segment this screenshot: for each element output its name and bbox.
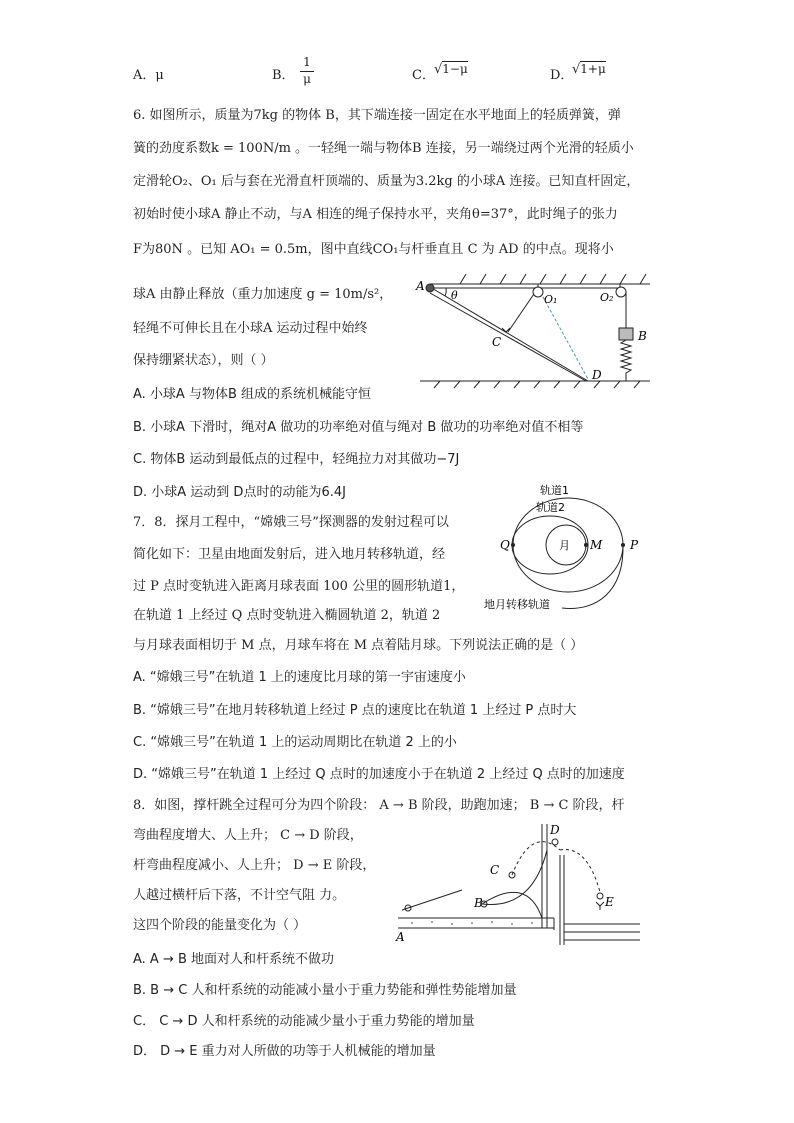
q6-line-7: 轻绳不可伸长且在小球A 运动过程中始终 bbox=[133, 321, 368, 336]
point-q bbox=[511, 543, 515, 547]
label-o1: O₁ bbox=[544, 293, 558, 306]
label-transfer-orbit: 地月转移轨道 bbox=[484, 598, 550, 611]
label-moon: 月 bbox=[559, 539, 570, 552]
option-a-mu: A．μ bbox=[133, 68, 164, 83]
q7-line-3: 过 P 点时变轨进入距离月球表面 100 公里的圆形轨道1， bbox=[133, 579, 465, 594]
pulley-o2 bbox=[616, 287, 626, 297]
label-a: A bbox=[396, 930, 405, 944]
label-m: M bbox=[590, 538, 603, 552]
rod-lower-edge bbox=[430, 293, 586, 381]
q8-line-3: 杆弯曲程度减小、人上升； D → E 阶段， bbox=[133, 858, 376, 873]
q6-figure-rod-pulley bbox=[416, 268, 650, 388]
angle-arc bbox=[445, 288, 446, 296]
label-o2: O₂ bbox=[600, 291, 614, 304]
q8-option-d: D． D → E 重力对人所做的功等于人机械能的增加量 bbox=[133, 1044, 436, 1059]
q6-option-a: A. 小球A 与物体B 组成的系统机械能守恒 bbox=[133, 387, 372, 402]
q7-option-b: B. “嫦娥三号”在地月转移轨道上经过 P 点的速度比在轨道 1 上经过 P 点时大 bbox=[133, 703, 577, 718]
block-b bbox=[619, 328, 633, 340]
label-a: A bbox=[416, 279, 425, 293]
athlete-figures bbox=[405, 839, 604, 911]
orbit-2 bbox=[512, 516, 588, 574]
q6-line-3: 定滑轮O₂、O₁ 后与套在光滑直杆顶端的、质量为3.2kg 的小球A 连接。已知直杆固定， bbox=[133, 174, 640, 189]
label-orbit-1: 轨道1 bbox=[540, 484, 569, 497]
option-d-label: D． bbox=[550, 68, 574, 83]
transfer-orbit bbox=[562, 545, 623, 608]
q6-line-2: 簧的劲度系数k = 100N/m 。一轻绳一端与物体B 连接，另一端绕过两个光滑的轻质小 bbox=[133, 141, 634, 156]
trajectory-cd bbox=[512, 842, 560, 875]
fraction-numerator: 1 bbox=[303, 55, 311, 69]
q6-option-b: B. 小球A 下滑时，绳对A 做功的功率绝对值与绳对 B 做功的功率绝对值不相等 bbox=[133, 420, 584, 435]
option-d-sqrt bbox=[572, 62, 606, 77]
q8-figure-pole-vault bbox=[392, 820, 642, 945]
pulley-o1 bbox=[533, 287, 543, 297]
q8-line-1: 8．如图，撑杆跳全过程可分为四个阶段： A → B 阶段，助跑加速； B → C 阶段，杆 bbox=[133, 798, 625, 813]
q6-option-d: D. 小球A 运动到 D点时的动能为6.4J bbox=[133, 485, 346, 500]
label-d: D bbox=[550, 823, 560, 837]
label-q: Q bbox=[500, 538, 510, 552]
radicand: 1+μ bbox=[580, 62, 606, 76]
q7-line-5: 与月球表面相切于 M 点，月球车将在 M 点着陆月球。下列说法正确的是（ ） bbox=[133, 638, 584, 653]
point-m bbox=[584, 543, 588, 547]
q7-line-4: 在轨道 1 上经过 Q 点时变轨进入椭圆轨道 2，轨道 2 bbox=[133, 608, 441, 623]
q7-figure-orbits bbox=[484, 482, 646, 612]
q6-line-4: 初始时使小球A 静止不动，与A 相连的绳子保持水平，夹角θ=37°，此时绳子的张力 bbox=[133, 207, 618, 222]
q6-line-1: 6. 如图所示，质量为7kg 的物体 B，其下端连接一固定在水平地面上的轻质弹簧，弹 bbox=[133, 108, 621, 123]
q7-option-a: A. “嫦娥三号”在轨道 1 上的速度比月球的第一宇宙速度小 bbox=[133, 670, 466, 685]
q8-line-4: 人越过横杆后下落，不计空气阻 力。 bbox=[133, 888, 346, 903]
spring bbox=[621, 340, 631, 381]
runway-pattern bbox=[411, 921, 533, 925]
radicand: 1−μ bbox=[442, 62, 468, 76]
sqrt-icon: √ bbox=[572, 62, 581, 77]
trajectory-de bbox=[560, 850, 600, 892]
q6-line-8: 保持绷紧状态），则（ ） bbox=[133, 353, 274, 368]
q6-line-6: 球A 由静止释放（重力加速度 g = 10m/s²， bbox=[133, 287, 393, 302]
label-b: B bbox=[474, 896, 483, 910]
option-c-sqrt bbox=[434, 62, 468, 77]
label-orbit-2: 轨道2 bbox=[536, 501, 565, 514]
label-c: C bbox=[490, 863, 500, 877]
q7-line-2: 简化如下：卫星由地面发射后，进入地月转移轨道，经 bbox=[133, 547, 446, 562]
option-c-label: C． bbox=[412, 68, 435, 83]
option-b-fraction bbox=[300, 55, 314, 86]
option-b-label: B． bbox=[272, 68, 295, 83]
pole-bent bbox=[482, 892, 542, 918]
q8-line-5: 这四个阶段的能量变化为（ ） bbox=[133, 918, 307, 933]
label-theta: θ bbox=[451, 289, 458, 302]
q6-option-c: C. 物体B 运动到最低点的过程中，轻绳拉力对其做功−7J bbox=[133, 452, 460, 467]
fraction-denominator: μ bbox=[300, 71, 314, 86]
q8-option-b: B. B → C 人和杆系统的动能减小量小于重力势能和弹性势能增加量 bbox=[133, 983, 517, 998]
q7-option-d: D. “嫦娥三号”在轨道 1 上经过 Q 点时的加速度小于在轨道 2 上经过 Q 点时的加速度 bbox=[133, 767, 625, 782]
q8-line-2: 弯曲程度增大、人上升； C → D 阶段， bbox=[133, 828, 363, 843]
label-e: E bbox=[605, 895, 614, 909]
label-d: D bbox=[592, 368, 602, 382]
q8-option-c: C． C → D 人和杆系统的动能减少量小于重力势能的增加量 bbox=[133, 1014, 475, 1029]
q7-line-1: 7．8．探月工程中，“嫦娥三号”探测器的发射过程可以 bbox=[133, 515, 449, 530]
ceiling-hatch bbox=[460, 274, 646, 284]
label-b: B bbox=[638, 329, 647, 343]
sqrt-icon: √ bbox=[434, 62, 443, 77]
q6-line-5: F为80N 。已知 AO₁ = 0.5m，图中直线CO₁与杆垂直且 C 为 AD 的中点。现将小 bbox=[133, 242, 614, 257]
point-p bbox=[621, 543, 625, 547]
floor-hatch bbox=[434, 381, 640, 388]
q7-option-c: C. “嫦娥三号”在轨道 1 上的运动周期比在轨道 2 上的小 bbox=[133, 735, 457, 750]
label-c: C bbox=[492, 335, 502, 349]
ball-a bbox=[426, 284, 434, 292]
q8-option-a: A. A → B 地面对人和杆系统不做功 bbox=[133, 952, 335, 967]
label-p: P bbox=[630, 538, 639, 552]
